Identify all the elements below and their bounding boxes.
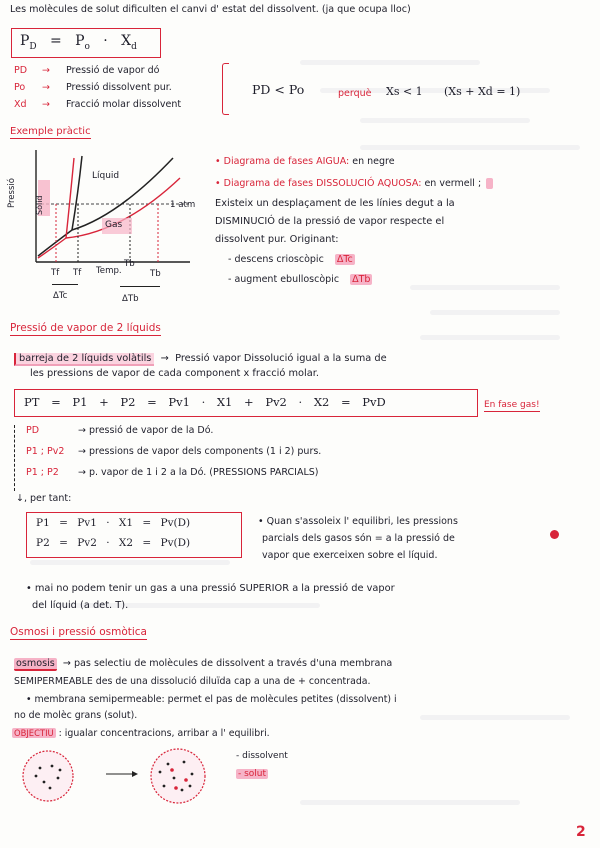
legend-solut: - solut [238,769,267,779]
delta-tb-tag: ΔTb [352,274,371,285]
total-pressure-formula: PT = P1 + P2 = Pv1 · X1 + Pv2 · X2 = PvD [24,395,386,409]
example-paragraph-line: Existeix un desplaçament de les línies degut a la [215,198,455,209]
tb-water-label: Tb [124,259,135,269]
intro-text: Les molècules de solut dificulten el canvi d' estat del dissolvent. (ja que ocupa lloc) [10,4,411,15]
mix-label: barreja de 2 líquids volàtils [14,353,154,366]
delta-tc-label: ΔTc [53,291,68,301]
molar-fraction-sum: (Xs + Xd = 1) [444,85,521,98]
example-item: - augment ebulloscòpic ΔTb [228,274,371,285]
vapor-def: PD → pressió de vapor de la Dó. [26,425,214,436]
def-symbol: Po [14,82,26,93]
def-arrow: → [42,82,50,93]
gas-phase-note: En fase gas! [484,400,540,410]
diagram-bullet-solution: • Diagrama de fases DISSOLUCIÓ AQUOSA: en vermell ; [215,178,493,190]
section-heading-example: Exemple pràctic [10,126,91,137]
pin-icon [550,530,559,539]
mix-line-2: les pressions de vapor de cada component x fracció molar. [30,368,320,379]
equilibrium-line: • Quan s'assoleix l' equilibri, les pressions [258,516,458,527]
page-number: 2 [576,824,586,840]
vapor-def: P1 ; P2 → p. vapor de 1 i 2 a la Dó. (PRESSIONS PARCIALS) [26,467,319,478]
delta-tb-label: ΔTb [122,294,139,304]
solution-sublimation-curve [38,238,66,258]
gas-region-label: Gas [105,220,123,230]
delta-tb-arrow [120,286,160,287]
because-label: perquè [338,88,372,99]
def-text: Pressió dissolvent pur. [66,82,172,93]
legend-dissolvent: - dissolvent [236,751,288,761]
example-paragraph-line: dissolvent pur. Originant: [215,234,339,245]
superior-note-line: del líquid (a det. T). [32,600,129,611]
def-symbol: PD [14,65,28,76]
vapor-def: P1 ; Pv2 → pressions de vapor dels components (1 i 2) purs. [26,446,322,457]
objective-tag: OBJECTIU [14,728,54,738]
temp-axis-label: Temp. [96,266,122,276]
tf-solution-label: Tf [51,268,60,278]
tf-water-label: Tf [73,268,82,278]
partial-pressure-eq1: P1 = Pv1 · X1 = Pv(D) [36,517,191,529]
therefore-label: ↓, per tant: [16,493,72,504]
initial-cell [23,751,73,801]
example-item: - descens crioscòpic ΔTc [228,254,353,265]
molar-fraction-condition: Xs < 1 [386,85,423,98]
def-arrow: → [42,99,50,110]
mix-line: barreja de 2 líquids volàtils → Pressió vapor Dissolució igual a la suma de [14,353,387,365]
objective-line: OBJECTIU : igualar concentracions, arribar a l' equilibri. [14,728,270,739]
diagram-bullet-water: • Diagrama de fases AIGUA: en negre [215,156,395,167]
equilibrium-line: parcials dels gasos són = a la pressió de [262,533,455,544]
section-heading-vapor: Pressió de vapor de 2 líquids [10,322,161,334]
therefore-dashed-arrow [14,425,23,491]
osmosis-definition: osmosis → pas selectiu de molècules de dissolvent a través d'una membrana [16,658,393,669]
section-heading-osmosis: Osmosi i pressió osmòtica [10,626,147,638]
tb-solution-label: Tb [150,269,161,279]
partial-pressure-eq2: P2 = Pv2 · X2 = Pv(D) [36,537,191,549]
example-paragraph-line: DISMINUCIÓ de la pressió de vapor respecte el [215,216,445,227]
osmosis-term: osmosis [16,658,55,669]
osmosis-illustration [14,744,214,814]
final-cell [151,749,205,803]
osmosis-definition-2: SEMIPERMEABLE des de una dissolució diluïda cap a una de + concentrada. [14,676,371,687]
liquid-region-label: Líquid [92,171,120,181]
solid-region-label: Sòlid [35,195,44,215]
phase-diagram-ylabel: Pressió [7,178,17,208]
membrane-line: • membrana semipermeable: permet el pas de molècules petites (dissolvent) i [26,694,397,705]
pressure-inequality: PD < Po [252,82,305,97]
one-atm-label: 1 atm [170,200,196,210]
delta-tc-arrow [52,284,78,285]
def-text: Fracció molar dissolvent [66,99,182,110]
definitions-bracket [222,63,229,115]
def-arrow: → [42,65,50,76]
delta-tc-tag: ΔTc [336,254,353,265]
def-text: Pressió de vapor dó [66,65,160,76]
equilibrium-line: vapor que exerceixen sobre el líquid. [262,550,438,561]
def-symbol: Xd [14,99,27,110]
membrane-line: no de molèc grans (solut). [14,710,138,721]
superior-note-line: • mai no podem tenir un gas a una pressió SUPERIOR a la pressió de vapor [26,583,395,594]
raoult-formula: $P_D$ = $P_o$ · $X_d$ [20,33,137,52]
